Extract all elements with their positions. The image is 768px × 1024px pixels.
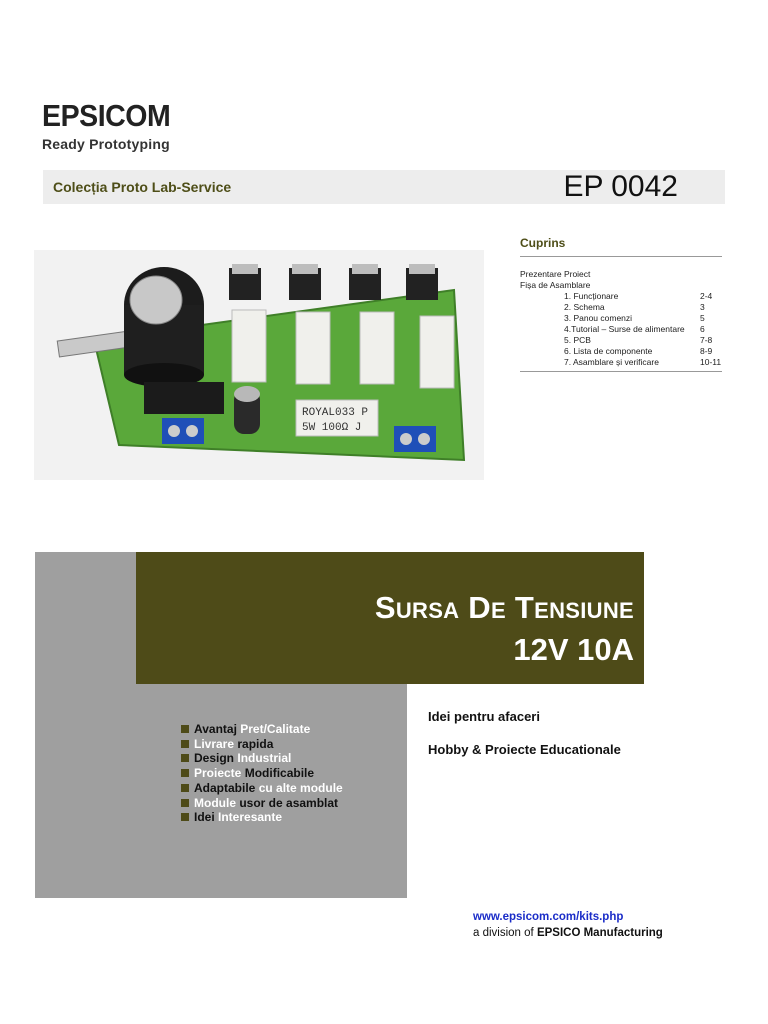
toc-item [520,324,722,335]
toc-item-label: 7. Asamblare și verificare [564,357,659,367]
brand-tagline: Ready Prototyping [42,136,170,152]
brand-name: EPSICOM [42,98,171,133]
toc-item-page: 10-11 [700,357,722,367]
toc-list [520,269,722,368]
toc-item-page [700,269,722,280]
feature-word-2: cu alte module [258,780,343,795]
toc-item-page: 6 [700,324,705,334]
table-of-contents [520,236,722,372]
toc-item [520,269,722,280]
toc-item [520,346,722,357]
feature-item [181,781,343,796]
toc-item [520,280,722,291]
toc-item [520,313,722,324]
toc-item [520,291,722,302]
feature-word-2: Pret/Calitate [240,722,311,736]
toc-item-label: Prezentare Proiect [520,269,591,279]
feature-word-2: Modificabile [244,766,315,781]
collection-bar [43,170,725,204]
square-bullet-icon [181,813,189,821]
ideas-line-1: Idei pentru afaceri [428,709,540,724]
ideas-line-2: Hobby & Proiecte Educationale [428,742,621,757]
division-prefix: a division of [473,927,537,939]
feature-word-2: usor de asamblat [239,795,339,810]
toc-item-label: 4.Tutorial – Surse de alimentare [564,324,685,334]
toc-item [520,335,722,346]
division-line [473,925,663,941]
toc-item-page: 5 [700,313,705,323]
square-bullet-icon [181,740,189,748]
toc-item [520,357,722,368]
feature-item [181,737,343,752]
toc-divider [520,371,722,372]
collection-name: Colecția Proto Lab-Service [53,179,232,195]
product-photo [34,250,484,480]
title-line-1: Sursa De Tensiune [374,590,634,625]
resistor-label: 5W 100Ω J [302,422,362,434]
feature-item [181,796,343,811]
toc-item-page: 2-4 [700,291,713,301]
toc-item-page: 3 [700,302,705,312]
toc-item-label: 5. PCB [564,335,591,345]
title-line-2: 12V 10A [513,632,634,667]
toc-item-page: 8-9 [700,346,713,356]
feature-word-1: Proiecte [194,766,242,781]
feature-word-2: rapida [237,736,274,751]
feature-word-2: Interesante [218,810,283,825]
toc-item-label: 3. Panou comenzi [564,313,633,323]
footer [473,909,663,941]
toc-item-label: 2. Schema [564,302,605,312]
feature-word-1: Design [194,751,235,766]
ideas-block [428,709,621,775]
pcb-illustration [34,250,484,480]
toc-item [520,302,722,313]
square-bullet-icon [181,784,189,792]
feature-word-1: Adaptabile [194,780,256,795]
feature-word-2: Industrial [237,751,292,766]
toc-item-page: 7-8 [700,335,713,345]
feature-word-1: Module [194,795,236,810]
toc-title: Cuprins [520,236,722,257]
feature-word-1: Livrare [194,736,235,751]
square-bullet-icon [181,754,189,762]
square-bullet-icon [181,725,189,733]
feature-item [181,722,343,737]
feature-item [181,810,343,825]
toc-item-label: 6. Lista de componente [564,346,653,356]
title-panel [136,552,644,684]
website-link[interactable]: www.epsicom.com/kits.php [473,911,624,923]
feature-item [181,766,343,781]
toc-item-label: 1. Funcționare [564,291,619,301]
toc-item-page [700,280,722,291]
brand-block [42,98,181,153]
square-bullet-icon [181,769,189,777]
resistor-label: ROYAL033 P [302,407,369,419]
feature-list [181,722,343,825]
feature-word-1: Idei [194,810,215,825]
division-name: EPSICO Manufacturing [536,927,663,939]
square-bullet-icon [181,799,189,807]
feature-item [181,751,343,766]
product-code: EP 0042 [563,170,678,203]
toc-item-label: Fișa de Asamblare [520,280,591,290]
feature-word-1: Avantaj [194,722,237,736]
